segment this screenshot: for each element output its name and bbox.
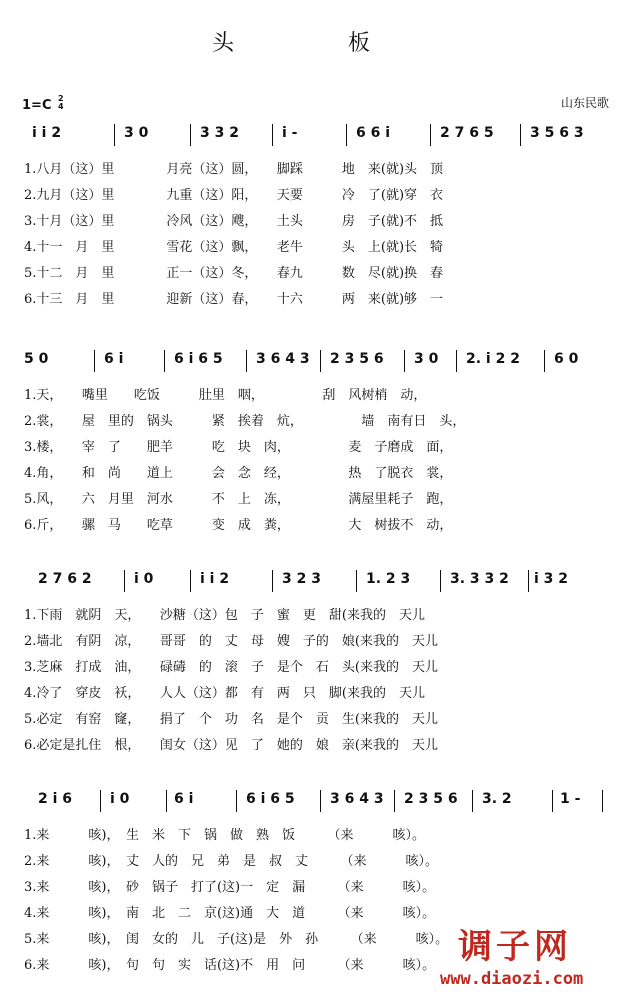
notation-line	[24, 122, 610, 152]
measure: 3. 2	[482, 791, 512, 807]
lyric-verse: 2.来 咳)， 丈 人的 兄 弟 是 叔 丈 （来 咳）。	[24, 854, 438, 869]
measure: 3 0	[414, 351, 439, 367]
lyric-verse: 1.天， 嘴里 吃饭 肚里 咽， 刮 风树梢 动，	[24, 388, 427, 403]
measure: 3 3 2	[200, 125, 239, 141]
lyric-verse: 1.来 咳)， 生 米 下 锅 做 熟 饭 （来 咳）。	[24, 828, 425, 843]
key-signature: 1=C	[22, 98, 52, 113]
measure: i -	[282, 125, 298, 141]
measure: i 3 2	[534, 571, 569, 587]
lyric-verse: 3.楼， 宰 了 肥羊 吃 块 肉， 麦 子磨成 面，	[24, 440, 453, 455]
measure: 5 0	[24, 351, 49, 367]
measure: i 0	[110, 791, 130, 807]
site-url[interactable]: www.diaozi.com	[440, 969, 584, 989]
lyrics-block	[24, 158, 610, 314]
lyric-verse: 3.芝麻 打成 油， 碌碡 的 滚 子 是个 石 头(来我的 天儿	[24, 660, 438, 675]
measure: 3. 3 3 2	[450, 571, 509, 587]
lyric-verse: 5.风， 六 月里 河水 不 上 冻， 满屋里耗子 跑，	[24, 492, 453, 507]
lyric-verse: 1.下雨 就阴 天， 沙糖（这）包 子 蜜 更 甜(来我的 天儿	[24, 608, 425, 623]
lyric-verse: 5.十二 月 里 正一（这）冬， 春九 数 尽(就)换 春	[24, 266, 444, 281]
measure: 3 6 4 3	[256, 351, 310, 367]
measure: 2 7 6 5	[440, 125, 494, 141]
measure: 3 0	[124, 125, 149, 141]
measure: 2 3 5 6	[404, 791, 458, 807]
measure: i i 2	[200, 571, 230, 587]
time-signature	[58, 95, 64, 111]
notation-line	[24, 568, 610, 598]
measure: 2 i 6	[38, 791, 73, 807]
lyric-verse: 6.必定是扎住 根， 闺女（这）见 了 她的 娘 亲(来我的 天儿	[24, 738, 438, 753]
measure: 2 7 6 2	[38, 571, 92, 587]
lyric-verse: 5.必定 有窑 窿， 捐了 个 功 名 是个 贡 生(来我的 天儿	[24, 712, 438, 727]
measure: 2 3 5 6	[330, 351, 384, 367]
score-section-3	[24, 568, 610, 760]
lyric-verse: 5.来 咳)， 闺 女的 儿 子(这)是 外 孙 （来 咳）。	[24, 932, 449, 947]
meter-bottom: 4	[58, 102, 64, 111]
lyric-verse: 2.裳， 屋 里的 锅头 紧 挨着 炕， 墙 南有日 头，	[24, 414, 466, 429]
measure: i i 2	[32, 125, 62, 141]
lyric-verse: 4.冷了 穿皮 袄， 人人（这）都 有 两 只 脚(来我的 天儿	[24, 686, 425, 701]
score-section-2	[24, 348, 610, 540]
notation-line	[24, 348, 610, 378]
measure: 6 6 i	[356, 125, 391, 141]
lyric-verse: 6.斤， 骡 马 吃草 变 成 粪， 大 树拔不 动，	[24, 518, 453, 533]
meter-top: 2	[58, 94, 64, 103]
measure: 6 i	[104, 351, 124, 367]
lyric-verse: 3.十月（这）里 冷风（这）飕， 土头 房 子(就)不 抵	[24, 214, 444, 229]
lyrics-block	[24, 604, 610, 760]
site-watermark: 调子网	[458, 927, 572, 967]
notation-line	[24, 788, 610, 818]
lyric-verse: 2.九月（这）里 九重（这）阳， 天要 冷 了(就)穿 衣	[24, 188, 444, 203]
measure: 3 6 4 3	[330, 791, 384, 807]
lyric-verse: 2.墙北 有阴 凉， 哥哥 的 丈 母 嫂 子的 娘(来我的 天儿	[24, 634, 438, 649]
lyric-verse: 6.来 咳)， 句 句 实 话(这)不 用 问 （来 咳）。	[24, 958, 436, 973]
measure: 2. i 2 2	[466, 351, 520, 367]
lyrics-block	[24, 384, 610, 540]
measure: 1. 2 3	[366, 571, 411, 587]
measure: i 0	[134, 571, 154, 587]
song-title: 头 板	[211, 31, 416, 56]
measure: 3 2 3	[282, 571, 321, 587]
lyric-verse: 6.十三 月 里 迎新（这）春， 十六 两 来(就)够 一	[24, 292, 444, 307]
song-origin: 山东民歌	[561, 96, 610, 110]
score-section-1	[24, 122, 610, 314]
lyric-verse: 1.八月（这）里 月亮（这）圆， 脚踩 地 来(就)头 顶	[24, 162, 444, 177]
lyric-verse: 3.来 咳)， 砂 锅子 打了(这)一 定 漏 （来 咳）。	[24, 880, 436, 895]
lyric-verse: 4.来 咳)， 南 北 二 京(这)通 大 道 （来 咳）。	[24, 906, 436, 921]
lyric-verse: 4.十一 月 里 雪花（这）飘， 老牛 头 上(就)长 犄	[24, 240, 444, 255]
lyric-verse: 4.角， 和 尚 道上 会 念 经， 热 了脱衣 裳，	[24, 466, 453, 481]
measure: 3 5 6 3	[530, 125, 584, 141]
measure: 1 -	[560, 791, 581, 807]
measure: 6 i 6 5	[174, 351, 223, 367]
measure: 6 i	[174, 791, 194, 807]
measure: 6 i 6 5	[246, 791, 295, 807]
measure: 6 0	[554, 351, 579, 367]
